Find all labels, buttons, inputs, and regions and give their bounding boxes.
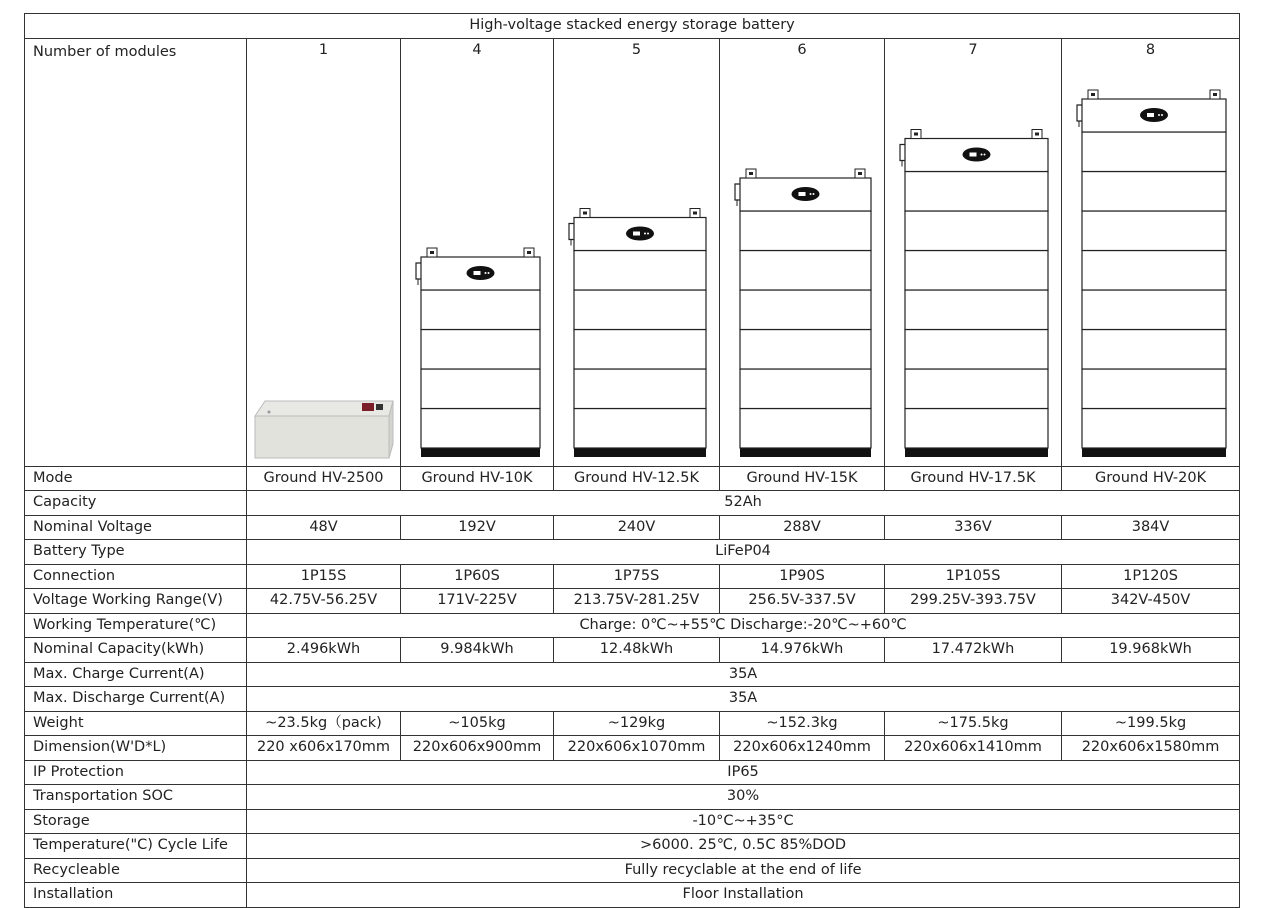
spec-row [25,540,1240,565]
module-count: 6 [797,41,807,58]
battery-stack-icon [554,61,720,461]
spec-row [25,785,1240,810]
module-cell [247,38,401,466]
spec-value-span: IP65 [247,760,1240,785]
spec-value: Ground HV-20K [1062,466,1240,491]
module-count: 8 [1145,41,1156,58]
spec-value-span: >6000. 25℃, 0.5C 85%DOD [247,834,1240,859]
spec-label: Transportation SOC [25,785,247,810]
spec-label: Recycleable [25,858,247,883]
spec-value: 384V [1062,515,1240,540]
battery-stack-icon [720,61,885,461]
table-title: High-voltage stacked energy storage battery [25,14,1240,39]
module-cell [554,38,720,466]
spec-value: ~175.5kg [885,711,1062,736]
spec-value: 42.75V-56.25V [247,589,401,614]
spec-value-span: Fully recyclable at the end of life [247,858,1240,883]
spec-label: Battery Type [25,540,247,565]
spec-row [25,736,1240,761]
spec-value: 220x606x1240mm [720,736,885,761]
spec-row [25,564,1240,589]
spec-value: 48V [247,515,401,540]
spec-value-span: -10°C~+35°C [247,809,1240,834]
spec-row [25,711,1240,736]
spec-label: Storage [25,809,247,834]
module-count: 7 [968,41,978,58]
header-label: Number of modules [25,38,247,466]
spec-value: ~105kg [401,711,554,736]
spec-value: 240V [554,515,720,540]
spec-value: 9.984kWh [401,638,554,663]
spec-value: ~152.3kg [720,711,885,736]
spec-row [25,883,1240,908]
spec-label: Nominal Voltage [25,515,247,540]
spec-label: Voltage Working Range(V) [25,589,247,614]
spec-value: Ground HV-2500 [247,466,401,491]
module-count: 1 [318,41,329,58]
module-cell [885,38,1062,466]
spec-value-span: 35A [247,662,1240,687]
module-cell [401,38,554,466]
spec-row [25,760,1240,785]
spec-label: Nominal Capacity(kWh) [25,638,247,663]
spec-table [24,13,1240,908]
spec-value: 12.48kWh [554,638,720,663]
spec-value: 1P120S [1062,564,1240,589]
spec-label: Capacity [25,491,247,516]
spec-label: Connection [25,564,247,589]
spec-value: ~199.5kg [1062,711,1240,736]
spec-value-span: 30% [247,785,1240,810]
spec-value: ~129kg [554,711,720,736]
spec-value-span: LiFeP04 [247,540,1240,565]
spec-value: 14.976kWh [720,638,885,663]
spec-row [25,589,1240,614]
spec-label: Max. Charge Current(A) [25,662,247,687]
spec-value: 1P60S [401,564,554,589]
spec-value: 1P90S [720,564,885,589]
spec-label: Mode [25,466,247,491]
spec-row [25,809,1240,834]
spec-row [25,515,1240,540]
module-cell [1062,38,1240,466]
module-count: 4 [472,41,482,58]
spec-value: 19.968kWh [1062,638,1240,663]
spec-value: Ground HV-10K [401,466,554,491]
spec-row [25,613,1240,638]
spec-value: 17.472kWh [885,638,1062,663]
spec-value: 342V-450V [1062,589,1240,614]
module-cell [720,38,885,466]
spec-row [25,687,1240,712]
spec-value: 220x606x1580mm [1062,736,1240,761]
module-count: 5 [631,41,642,58]
spec-value-span: 35A [247,687,1240,712]
battery-stack-icon [401,61,554,461]
spec-value: 213.75V-281.25V [554,589,720,614]
spec-value: Ground HV-17.5K [885,466,1062,491]
spec-row [25,638,1240,663]
battery-stack-icon [885,61,1062,461]
spec-value: 336V [885,515,1062,540]
spec-value: Ground HV-15K [720,466,885,491]
spec-value: 220x606x1070mm [554,736,720,761]
spec-row [25,834,1240,859]
spec-row [25,858,1240,883]
spec-value: 288V [720,515,885,540]
battery-pack-icon [247,61,401,461]
spec-label: Max. Discharge Current(A) [25,687,247,712]
spec-row [25,491,1240,516]
spec-label: Weight [25,711,247,736]
spec-value: 220x606x1410mm [885,736,1062,761]
title-row [25,14,1240,39]
spec-value: 2.496kWh [247,638,401,663]
spec-value: 220x606x900mm [401,736,554,761]
spec-value-span: Charge: 0℃~+55℃ Discharge:-20℃~+60℃ [247,613,1240,638]
spec-value: 1P15S [247,564,401,589]
module-image-row [25,38,1240,466]
spec-label: Dimension(W'D*L) [25,736,247,761]
spec-value: 220 x606x170mm [247,736,401,761]
spec-value: 1P105S [885,564,1062,589]
spec-value-span: Floor Installation [247,883,1240,908]
spec-label: Temperature("C) Cycle Life [25,834,247,859]
spec-label: IP Protection [25,760,247,785]
spec-label: Working Temperature(℃) [25,613,247,638]
battery-stack-icon [1062,61,1240,461]
spec-value: ~23.5kg（pack) [247,711,401,736]
spec-label: Installation [25,883,247,908]
spec-row [25,466,1240,491]
spec-value: 192V [401,515,554,540]
spec-value-span: 52Ah [247,491,1240,516]
spec-value: 171V-225V [401,589,554,614]
spec-value: 299.25V-393.75V [885,589,1062,614]
spec-value: 1P75S [554,564,720,589]
spec-value: 256.5V-337.5V [720,589,885,614]
spec-value: Ground HV-12.5K [554,466,720,491]
spec-row [25,662,1240,687]
